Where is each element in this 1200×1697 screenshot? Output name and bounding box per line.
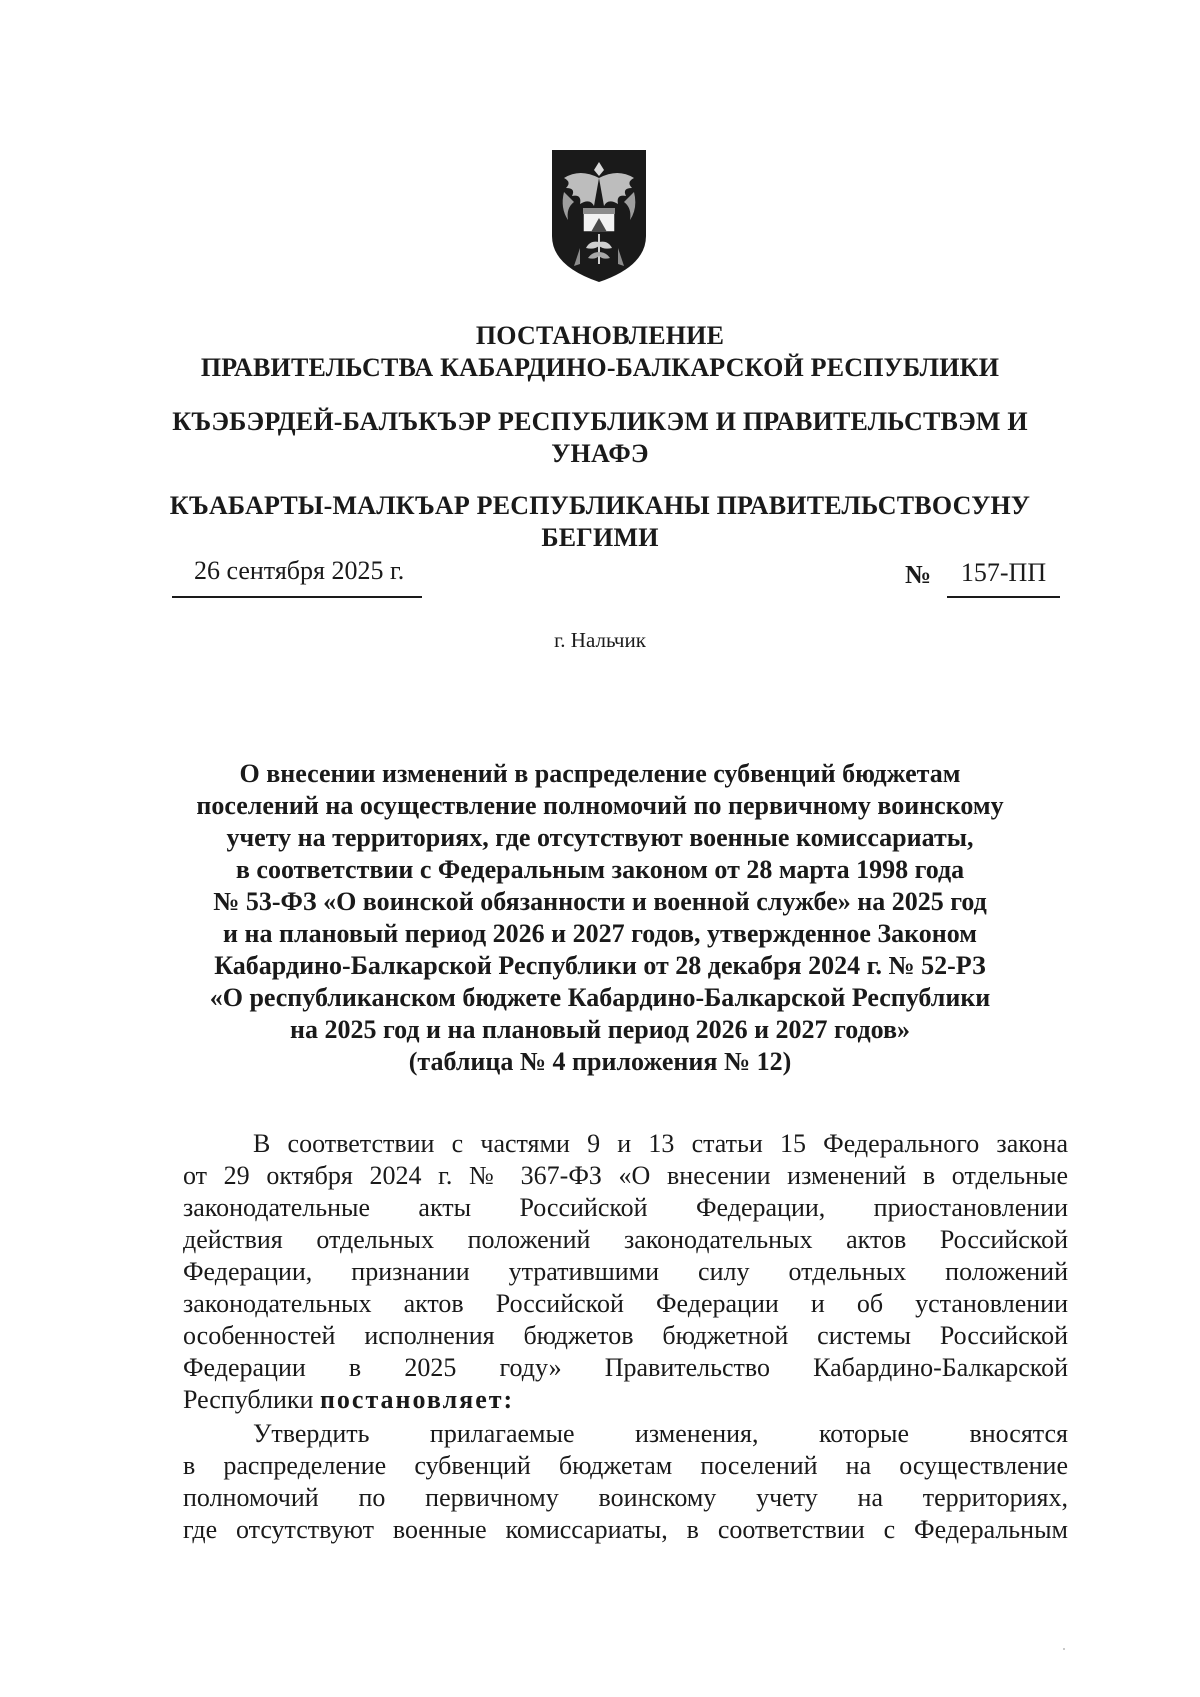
subject-line: учету на территориях, где отсутствуют военные комиссариаты, xyxy=(226,823,974,852)
subject-line: О внесении изменений в распределение субвенций бюджетам xyxy=(239,759,961,788)
number-value: 157-ПП xyxy=(947,558,1060,598)
kabardian-title xyxy=(100,406,1100,470)
subject-line: № 53-ФЗ «О воинской обязанности и военной службе» на 2025 год xyxy=(213,887,987,916)
resolution-keyword: постановляет: xyxy=(319,1385,515,1414)
subject-line: и на плановый период 2026 и 2027 годов, утвержденное Законом xyxy=(223,919,977,948)
coat-of-arms-icon xyxy=(550,148,648,284)
body-line: законодательные акты Российской Федерации, приостановлении xyxy=(183,1193,1068,1222)
subject-line: в соответствии с Федеральным законом от 28 марта 1998 года xyxy=(235,855,965,884)
body-text-fragment: Республики xyxy=(183,1385,320,1414)
scan-speck xyxy=(1063,1648,1065,1650)
body-line: Федерации, признании утратившими силу отдельных положений xyxy=(183,1257,1068,1286)
subject-line: Кабардино-Балкарской Республики от 28 декабря 2024 г. № 52-РЗ xyxy=(214,951,986,980)
document-date xyxy=(172,550,422,598)
balkar-title xyxy=(100,490,1100,554)
body-paragraph xyxy=(183,1418,1068,1546)
body-line: где отсутствуют военные комиссариаты, в соответствии с Федеральным xyxy=(183,1515,1068,1544)
body-line: особенностей исполнения бюджетов бюджетной системы Российской xyxy=(183,1321,1068,1350)
document-title xyxy=(100,320,1100,384)
date-text: 26 сентября 2025 г. xyxy=(194,556,405,585)
subject-line: поселений на осуществление полномочий по первичному воинскому xyxy=(196,791,1004,820)
body-line: в распределение субвенций бюджетам поселений на осуществление xyxy=(183,1451,1068,1480)
body-paragraph xyxy=(183,1128,1068,1416)
title-line: ПОСТАНОВЛЕНИЕ xyxy=(475,321,725,350)
subject-line: на 2025 год и на плановый период 2026 и 2027 годов» xyxy=(289,1015,911,1044)
subject-line: «О республиканском бюджете Кабардино-Балкарской Республики xyxy=(209,983,991,1012)
body-line: действия отдельных положений законодательных актов Российской xyxy=(183,1225,1068,1254)
body-line xyxy=(183,1384,1068,1416)
body-line: В соответствии с частями 9 и 13 статьи 15 Федерального закона xyxy=(253,1129,1068,1158)
title-line: ПРАВИТЕЛЬСТВА КАБАРДИНО-БАЛКАРСКОЙ РЕСПУБЛИКИ xyxy=(200,353,1000,382)
city: г. Нальчик xyxy=(554,628,646,652)
document-number xyxy=(905,552,1060,598)
number-sign: № xyxy=(905,560,932,589)
title-line: БЕГИМИ xyxy=(541,523,659,552)
title-line: КЪАБАРТЫ-МАЛКЪАР РЕСПУБЛИКАНЫ ПРАВИТЕЛЬСТВОСУНУ xyxy=(169,491,1031,520)
body-line: Утвердить прилагаемые изменения, которые вносятся xyxy=(253,1419,1068,1448)
body-line: Федерации в 2025 году» Правительство Кабардино-Балкарской xyxy=(183,1353,1068,1382)
document-subject xyxy=(100,758,1100,1078)
body-line: от 29 октября 2024 г. № 367-ФЗ «О внесении изменений в отдельные xyxy=(183,1161,1068,1190)
title-line: УНАФЭ xyxy=(551,439,649,468)
title-line: КЪЭБЭРДЕЙ-БАЛЪКЪЭР РЕСПУБЛИКЭМ И ПРАВИТЕЛЬСТВЭМ И xyxy=(172,407,1028,436)
body-line: законодательных актов Российской Федерации и об установлении xyxy=(183,1289,1068,1318)
body-line: полномочий по первичному воинскому учету на территориях, xyxy=(183,1483,1068,1512)
subject-line: (таблица № 4 приложения № 12) xyxy=(408,1047,792,1076)
